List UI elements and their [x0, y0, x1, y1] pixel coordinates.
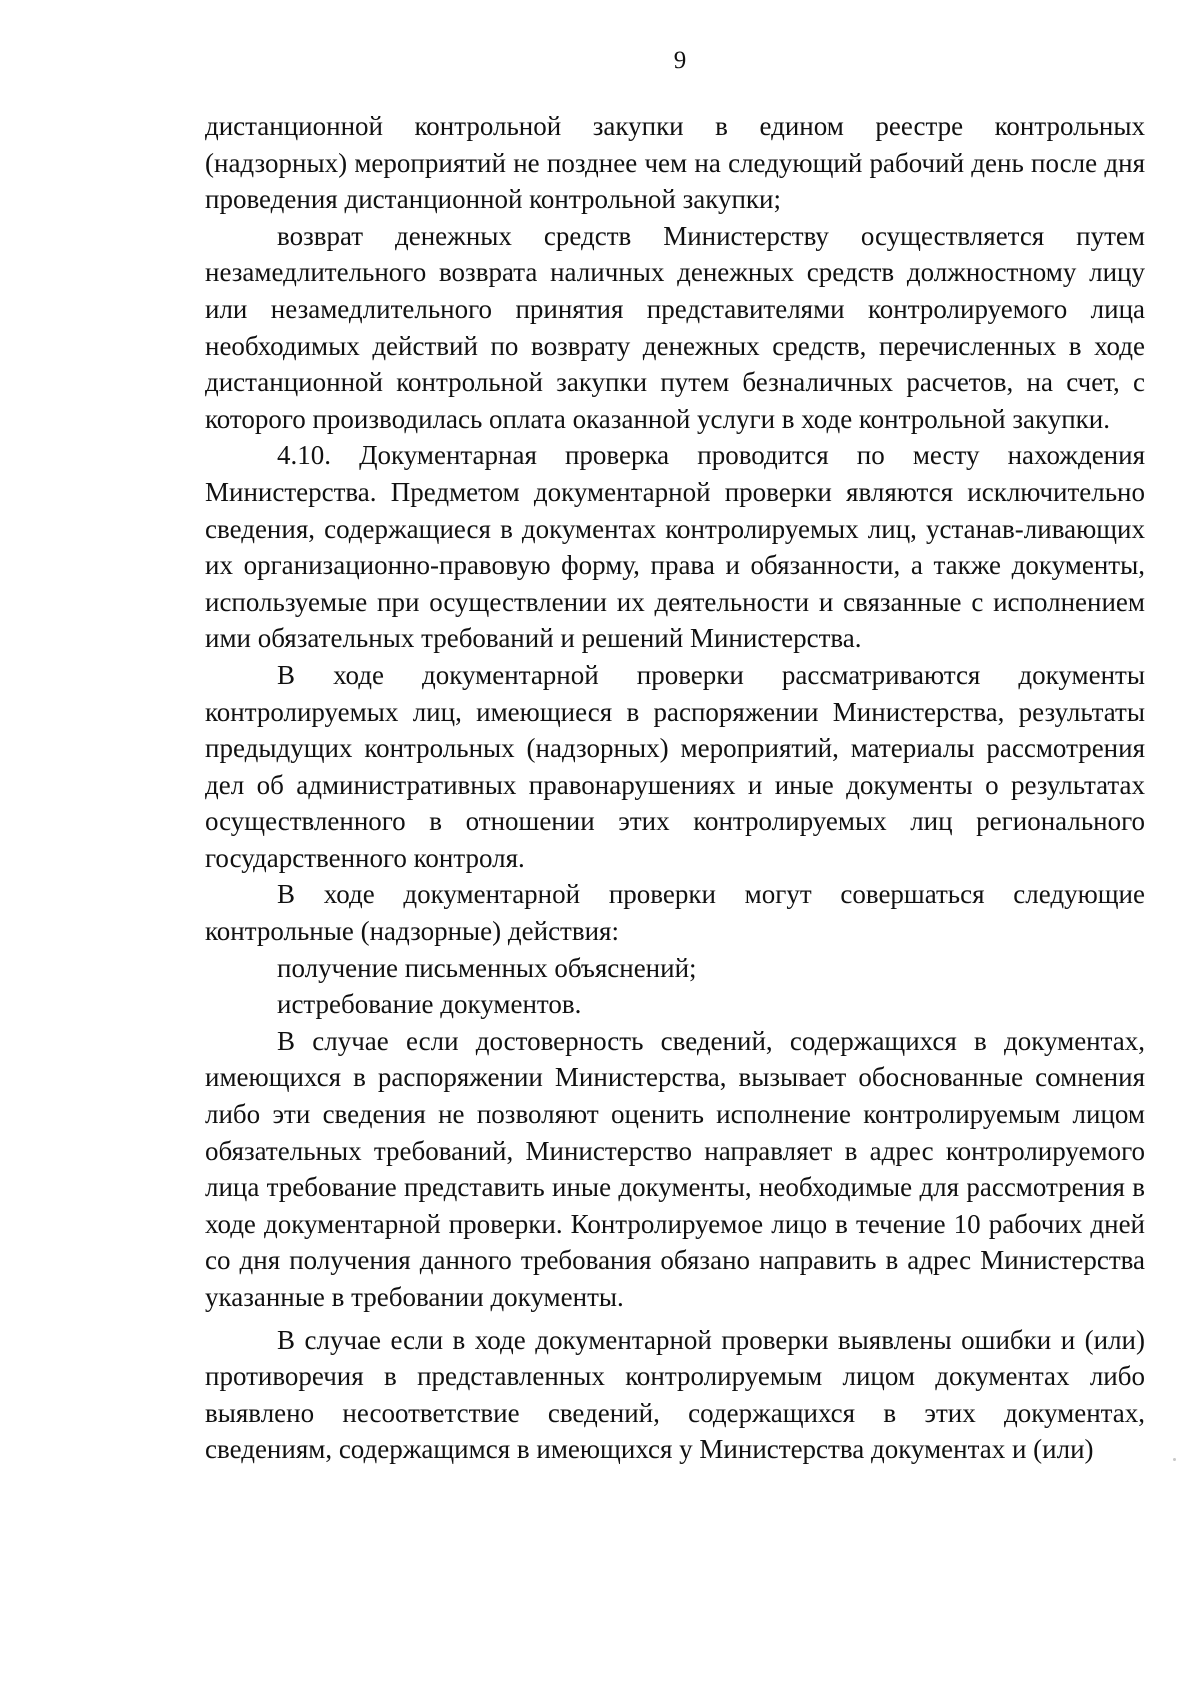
paragraph-documents-reviewed: В ходе документарной проверки рассматриваются документы контролируемых лиц, имеющиеся в распоряжении Министерства, результаты предыдущих контрольных (надзорных) мероприятий, материалы рассмотрения дел об административных правонарушениях и иные документы о результатах осуществленного в отношении этих контролируемых лиц регионального государственного контроля.: [205, 659, 1145, 873]
document-body: [205, 108, 1145, 1468]
scan-speck: [1173, 1458, 1176, 1461]
paragraph-continuation: дистанционной контрольной закупки в едином реестре контрольных (надзорных) мероприятий не позднее чем на следующий рабочий день после дня проведения дистанционной контрольной закупки;: [205, 111, 1145, 215]
list-item-documents-request: истребование документов.: [277, 989, 582, 1020]
paragraph-errors-detected: В случае если в ходе документарной проверки выявлены ошибки и (или) противоречия в представленных контролируемым лицом документах либо выявлено несоответствие сведений, содержащихся в этих документах, сведениям, содержащимся в имеющихся у Министерства документах и (или): [205, 1324, 1145, 1465]
page-number: 9: [673, 47, 687, 74]
paragraph-reliability-doubts: В случае если достоверность сведений, содержащихся в документах, имеющихся в распоряжении Министерства, вызывает обоснованные сомнения либо эти сведения не позволяют оценить исполнение контролируемым лицом обязательных требований, Министерство направляет в адрес контролируемого лица требование представить иные документы, необходимые для рассмотрения в ходе документарной проверки. Контролируемое лицо в течение 10 рабочих дней со дня получения данного требования обязано направить в адрес Министерства указанные в требовании документы.: [205, 1025, 1145, 1312]
paragraph-refund: возврат денежных средств Министерству осуществляется путем незамедлительного возврата наличных денежных средств должностному лицу или незамедлительного принятия представителями контролируемого лица необходимых действий по возврату денежных средств, перечисленных в ходе дистанционной контрольной закупки путем безналичных расчетов, на счет, с которого производилась оплата оказанной услуги в ходе контрольной закупки.: [205, 220, 1145, 434]
paragraph-control-actions: В ходе документарной проверки могут совершаться следующие контрольные (надзорные) действия:: [205, 879, 1145, 947]
paragraph-section-4-10: 4.10. Документарная проверка проводится по месту нахождения Министерства. Предметом документарной проверки являются исключительно сведения, содержащиеся в документах контролируемых лиц, устанав-ливающих их организационно-правовую форму, права и обязанности, а также документы, используемые при осуществлении их деятельности и связанные с исполнением ими обязательных требований и решений Министерства.: [205, 440, 1145, 654]
list-item-explanations: получение письменных объяснений;: [277, 952, 697, 983]
